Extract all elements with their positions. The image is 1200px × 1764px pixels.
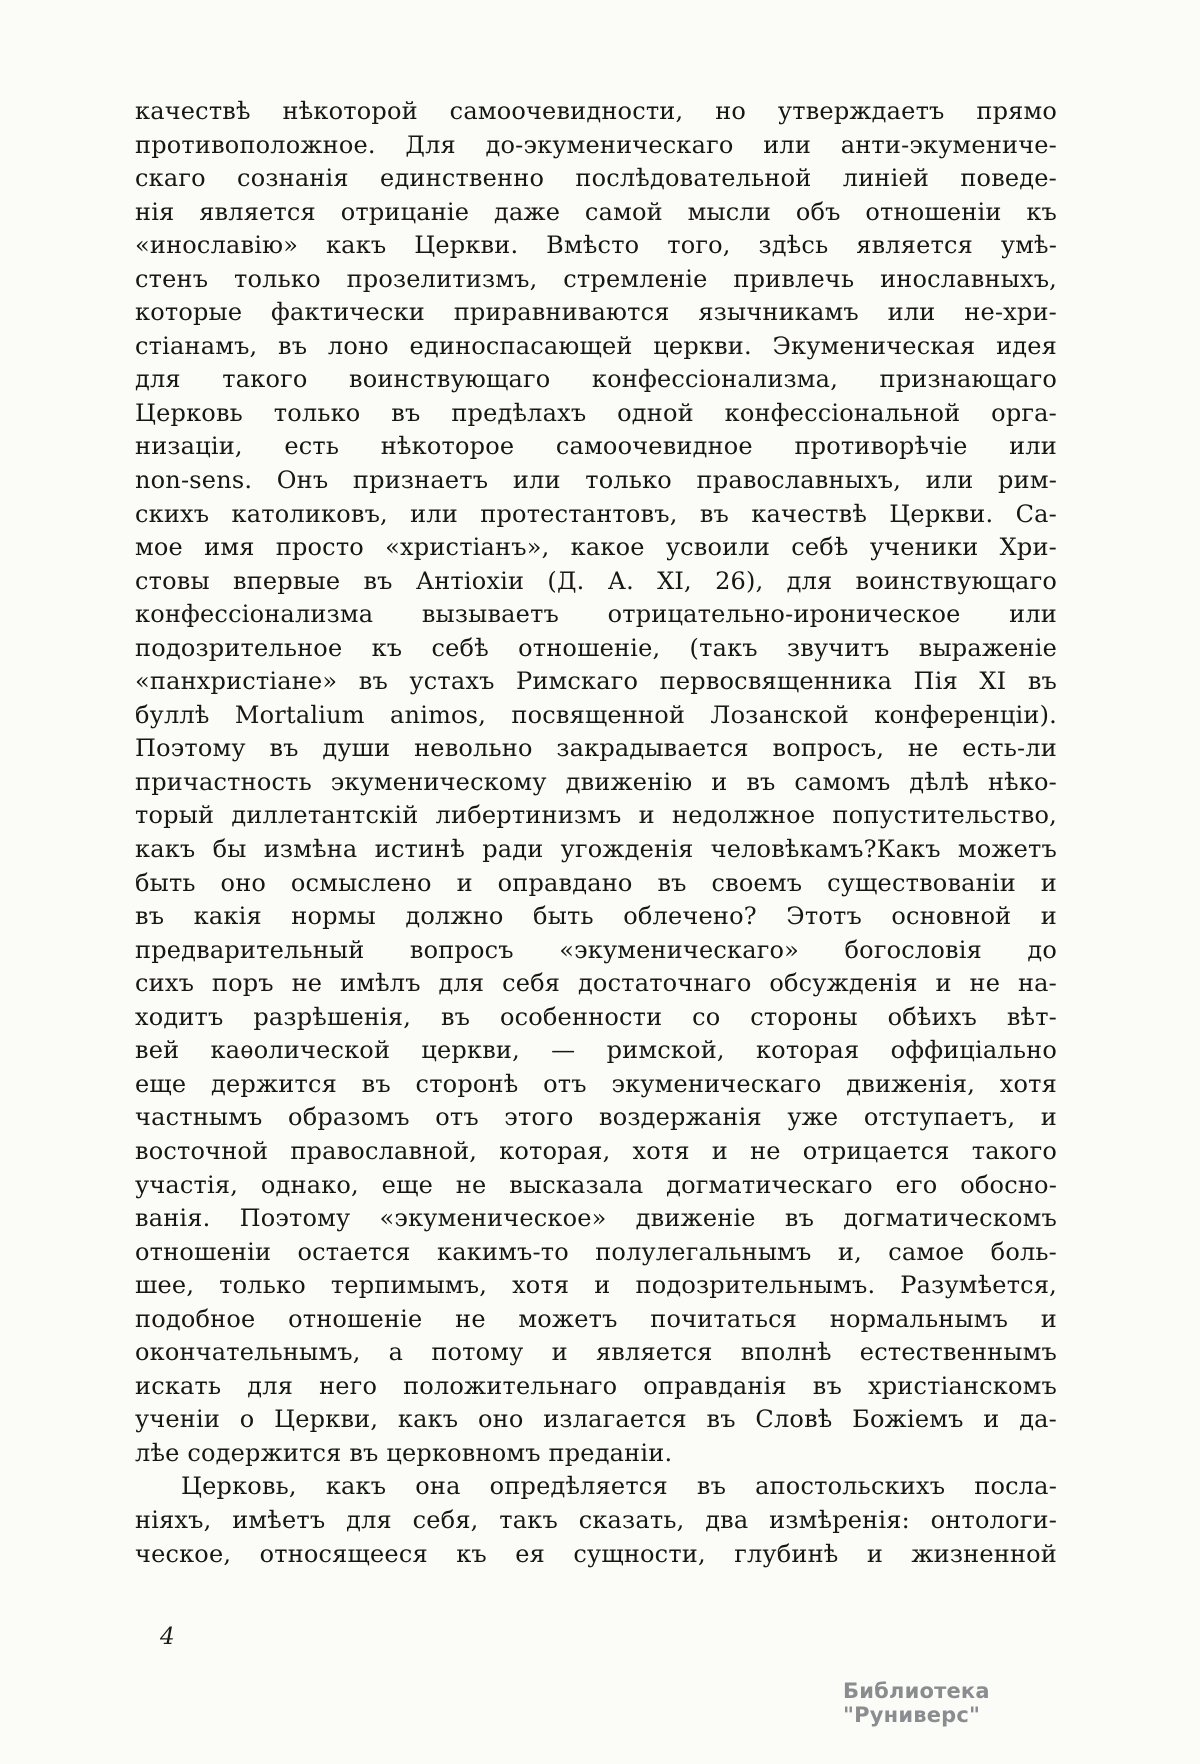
text-line: «инославію» какъ Церкви. Вмѣсто того, здѣсь является умѣ-	[135, 231, 1057, 260]
text-line: мое имя просто «христіанъ», какое усвоили себѣ ученики Хри-	[135, 533, 1057, 562]
text-line: торый диллетантскій либертинизмъ и недолжное попустительство,	[135, 801, 1057, 830]
text-line: «панхристіане» въ устахъ Римскаго первосвященника Пія XI въ	[135, 667, 1057, 696]
text-line: предварительный вопросъ «экуменическаго» богословія до	[135, 935, 1057, 964]
page-number: 4	[160, 1624, 175, 1650]
text-line: низаціи, есть нѣкоторое самоочевидное противорѣчіе или	[135, 432, 1057, 461]
text-line: Поэтому въ души невольно закрадывается вопросъ, не есть-ли	[135, 734, 1057, 763]
text-line: non-sens. Онъ признаетъ или только православныхъ, или рим-	[135, 466, 1057, 495]
text-line: подозрительное къ себѣ отношеніе, (такъ звучитъ выраженіе	[135, 633, 1057, 662]
text-line: Церковь только въ предѣлахъ одной конфессіональной орга-	[135, 398, 1057, 427]
text-line: быть оно осмыслено и оправдано въ своемъ существованіи и	[135, 868, 1057, 897]
page-text	[135, 95, 1057, 1571]
text-line: отношеніи остается какимъ-то полулегальнымъ и, самое боль-	[135, 1237, 1057, 1266]
text-line: ческое, относящееся къ ея сущности, глубинѣ и жизненной	[135, 1539, 1057, 1568]
text-line: искать для него положительнаго оправданія въ христіанскомъ	[135, 1371, 1057, 1400]
text-line: частнымъ образомъ отъ этого воздержанія уже отступаетъ, и	[135, 1103, 1057, 1132]
text-line: сихъ поръ не имѣлъ для себя достаточнаго обсужденія и не на-	[135, 969, 1057, 998]
text-line: конфессіонализма вызываетъ отрицательно-ироническое или	[135, 600, 1057, 629]
text-line: лѣе содержится въ церковномъ преданіи.	[135, 1438, 673, 1467]
text-line: буллѣ Mortalium animos, посвященной Лозанской конференціи).	[135, 700, 1057, 729]
text-line: вей каѳолической церкви, — римской, которая оффиціально	[135, 1036, 1057, 1065]
text-line: восточной православной, которая, хотя и не отрицается такого	[135, 1136, 1057, 1165]
text-line: стіанамъ, въ лоно единоспасающей церкви. Экуменическая идея	[135, 331, 1057, 360]
text-line: стенъ только прозелитизмъ, стремленіе привлечь инославныхъ,	[135, 264, 1057, 293]
text-line: какъ бы измѣна истинѣ ради угожденія человѣкамъ?Какъ можетъ	[135, 835, 1057, 864]
text-line: качествѣ нѣкоторой самоочевидности, но утверждаетъ прямо	[135, 97, 1057, 125]
watermark: Библиотека "Руниверс"	[843, 1679, 990, 1727]
text-line: участія, однако, еще не высказала догматическаго его обосно-	[135, 1170, 1057, 1199]
text-line: скаго сознанія единственно послѣдовательной линіей поведе-	[135, 164, 1057, 193]
text-line: ходитъ разрѣшенія, въ особенности со стороны обѣихъ вѣт-	[135, 1002, 1057, 1031]
text-line: окончательнымъ, а потому и является вполнѣ естественнымъ	[135, 1338, 1057, 1367]
text-line: противоположное. Для до-экуменическаго или анти-экумениче-	[135, 130, 1057, 159]
text-line: скихъ католиковъ, или протестантовъ, въ качествѣ Церкви. Са-	[135, 499, 1057, 528]
text-line: въ какія нормы должно быть облечено? Этотъ основной и	[135, 902, 1057, 931]
text-line: подобное отношеніе не можетъ почитаться нормальнымъ и	[135, 1304, 1057, 1333]
text-line: ніяхъ, имѣетъ для себя, такъ сказать, два измѣренія: онтологи-	[135, 1505, 1057, 1534]
text-line: ванія. Поэтому «экуменическое» движеніе въ догматическомъ	[135, 1204, 1057, 1233]
text-line: еще держится въ сторонѣ отъ экуменическаго движенія, хотя	[135, 1069, 1057, 1098]
text-line: шее, только терпимымъ, хотя и подозрительнымъ. Разумѣется,	[135, 1271, 1057, 1300]
text-line: нія является отрицаніе даже самой мысли объ отношеніи къ	[135, 197, 1057, 226]
text-line: которые фактически приравниваются язычникамъ или не-хри-	[135, 298, 1057, 327]
text-line: причастность экуменическому движенію и въ самомъ дѣлѣ нѣко-	[135, 767, 1057, 796]
text-line: Церковь, какъ она опредѣляется въ апостольскихъ посла-	[181, 1472, 1057, 1501]
text-line: стовы впервые въ Антіохіи (Д. А. XI, 26), для воинствующаго	[135, 566, 1057, 595]
text-line: для такого воинствующаго конфессіонализма, признающаго	[135, 365, 1057, 394]
text-line: ученіи о Церкви, какъ оно излагается въ Словѣ Божіемъ и да-	[135, 1405, 1057, 1434]
